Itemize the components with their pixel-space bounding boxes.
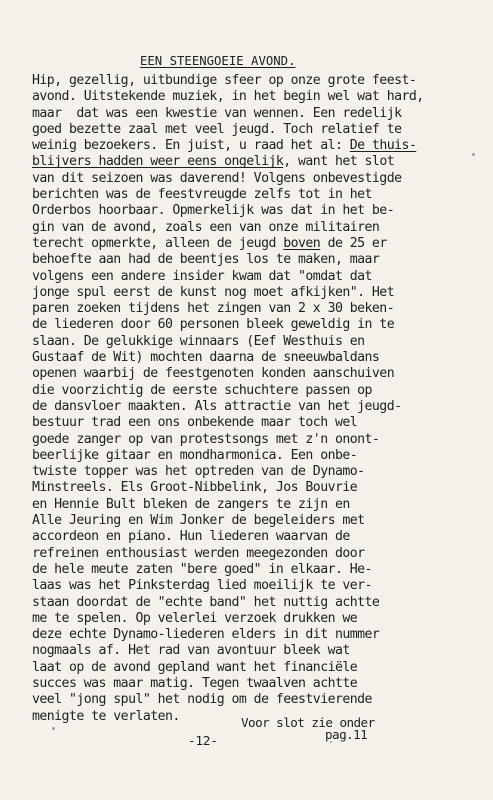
body-line [32, 154, 470, 170]
body-line: paren zoeken tijdens het zingen van 2 x 30 beken- [32, 301, 395, 317]
body-line: behoefte aan had de beentjes los te maken, maar [32, 252, 380, 268]
body-line: maar dat was een kwestie van wennen. Een redelijk [32, 105, 402, 121]
body-line: twiste topper was het optreden van de Dynamo- [32, 464, 365, 480]
body-line: laas was het Pinksterdag lied moeilijk te ver- [32, 578, 372, 594]
body-line: laat op de avond gepland want het financiële [32, 659, 358, 675]
scan-speck [472, 153, 475, 156]
body-line: Minstreels. Els Groot-Nibbelink, Jos Bouvrie [32, 480, 358, 496]
body-line: succes was maar matig. Tegen twaalven achtte [32, 675, 358, 691]
body-line: die voorzichtig de eerste schuchtere passen op [32, 382, 372, 398]
body-line: Alle Jeuring en Wim Jonker de begeleiders met [32, 513, 365, 529]
body-line: van dit seizoen was daverend! Volgens onbevestigde [32, 170, 402, 186]
body-line: berichten was de feestvreugde zelfs tot in het [32, 187, 372, 203]
body-line: nogmaals af. Het rad van avontuur bleek wat [32, 643, 350, 659]
body-line [32, 138, 470, 154]
body-line: deze echte Dynamo-liederen elders in dit nummer [32, 627, 380, 643]
body-line: Hip, gezellig, uitbundige sfeer op onze grote feest- [32, 73, 417, 88]
body-line: de hele meute zaten "bere goed" in elkaar. He- [32, 561, 372, 577]
body-line: goed bezette zaal met veel jeugd. Toch relatief te [32, 121, 402, 137]
body-line: beerlijke gitaar en mondharmonica. Een onbe- [32, 447, 358, 463]
scan-speck [330, 741, 332, 743]
body-line: de dansvloer maakten. Als attractie van het jeugd- [32, 398, 402, 414]
body-line: me te spelen. Op velerlei verzoek drukken we [32, 610, 358, 626]
continuation-page-ref: pag.11 [325, 727, 368, 742]
body-line: gin van de avond, zoals een van onze militairen [32, 219, 380, 235]
underlined-phrase: blijvers hadden weer eens ongelijk [32, 154, 284, 170]
article-title: EEN STEENGOEIE AVOND. [140, 54, 296, 68]
body-line: veel "jong spul" het nodig om de feestvierende [32, 692, 372, 708]
body-line: Gustaaf de Wit) mochten daarna de sneeuwbaldans [32, 350, 380, 366]
body-line: Orderbos hoorbaar. Opmerkelijk was dat in het be- [32, 203, 395, 219]
body-line: avond. Uitstekende muziek, in het begin wel wat hard, [32, 89, 424, 105]
underlined-phrase: De thuis- [349, 138, 417, 154]
body-line [32, 236, 470, 252]
body-line-text: terecht opmerkte, alleen de jeugd [32, 235, 284, 251]
scan-speck [52, 727, 55, 730]
continuation-note: Voor slot zie onder [241, 715, 375, 730]
body-line: slaan. De gelukkige winnaars (Eef Westhuis en [32, 333, 365, 349]
body-line: staan doordat de "echte band" het nuttig achtte [32, 594, 380, 610]
article-body [32, 73, 470, 725]
body-line: menigte te verlaten. [32, 708, 180, 724]
body-line: refreinen enthousiast werden meegezonden door [32, 545, 365, 561]
body-line-text: de 25 er [320, 235, 387, 251]
body-line: de liederen door 60 personen bleek geweldig in te [32, 317, 395, 333]
underlined-phrase: boven [283, 235, 321, 251]
body-line-text: weinig bezoekers. En juist, u raad het al: [32, 138, 350, 154]
body-line: en Hennie Bult bleken de zangers te zijn en [32, 496, 350, 512]
body-line: openen waarbij de feestgenoten konden aanschuiven [32, 366, 395, 382]
body-line-text: , want het slot [283, 154, 395, 170]
body-line: bestuur trad een ons onbekende maar toch wel [32, 415, 358, 431]
body-line: volgens een andere insider kwam dat "omdat dat [32, 268, 372, 284]
body-line: accordeon en piano. Hun liederen waarvan de [32, 529, 350, 545]
body-line: jonge spul eerst de kunst nog moet afkijken". Het [32, 284, 395, 300]
body-line: goede zanger op van protestsongs met z'n onont- [32, 431, 380, 447]
page-number: -12- [188, 734, 218, 749]
